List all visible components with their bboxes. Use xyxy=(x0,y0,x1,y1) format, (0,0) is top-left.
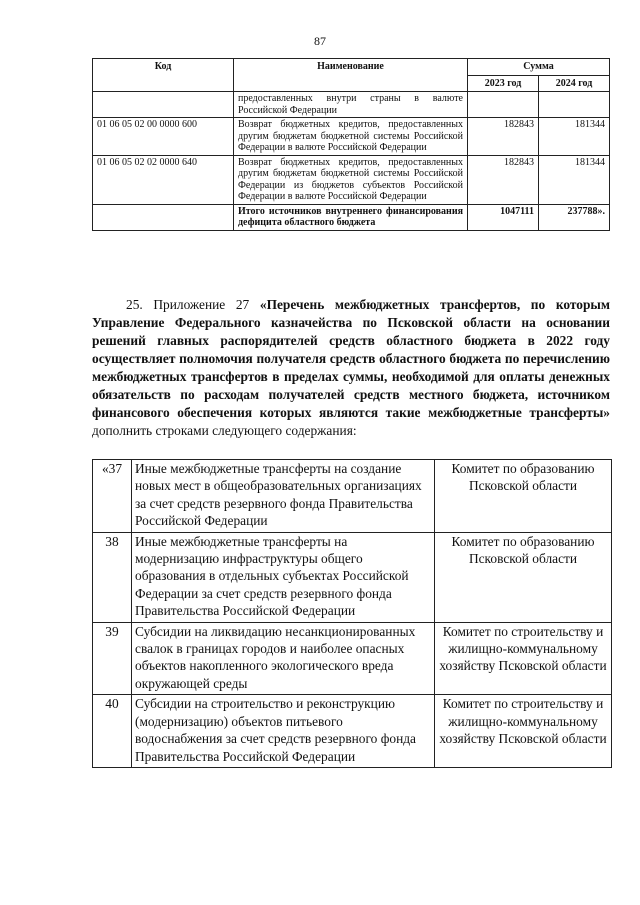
row-name: Итого источников внутреннего финансирования дефицита областного бюджета xyxy=(234,204,468,230)
table-row xyxy=(93,118,610,156)
table-row xyxy=(93,460,612,533)
transfers-table xyxy=(92,459,612,768)
table-row xyxy=(93,532,612,622)
row-name: Субсидии на ликвидацию несанкционированных свалок в границах городов и наиболее опасных объектов накопленного экологического вреда окружающей среды xyxy=(132,622,435,695)
row-number: «37 xyxy=(93,460,132,533)
table-row xyxy=(93,622,612,695)
row-name: Иные межбюджетные трансферты на создание новых мест в общеобразовательных организациях за счет средств резервного фонда Правительства Российской Федерации xyxy=(132,460,435,533)
amendment-paragraph xyxy=(92,296,610,440)
row-number: 38 xyxy=(93,532,132,622)
row-value-2023: 1047111 xyxy=(468,204,539,230)
header-sum: Сумма xyxy=(468,59,610,76)
row-value-2024: 181344 xyxy=(539,118,610,156)
row-name: Субсидии на строительство и реконструкцию (модернизацию) объектов питьевого водоснабжения за счет средств резервного фонда Правительства Российской Федерации xyxy=(132,695,435,768)
table-total-row xyxy=(93,204,610,230)
header-year-2023: 2023 год xyxy=(468,75,539,92)
table-row xyxy=(93,92,610,118)
row-name: Возврат бюджетных кредитов, предоставленных другим бюджетам бюджетной системы Российской Федерации из бюджетов субъектов Российской Федерации в валюте Российской Федерации xyxy=(234,155,468,204)
row-value-2024: 237788». xyxy=(539,204,610,230)
row-number: 39 xyxy=(93,622,132,695)
row-code xyxy=(93,92,234,118)
row-code: 01 06 05 02 02 0000 640 xyxy=(93,155,234,204)
table-row xyxy=(93,155,610,204)
row-name: Иные межбюджетные трансферты на модернизацию инфраструктуры общего образования в отдельных субъектах Российской Федерации за счет средств резервного фонда Правительства Российской Федерации xyxy=(132,532,435,622)
row-organization: Комитет по образованию Псковской области xyxy=(435,460,612,533)
row-value-2023: 182843 xyxy=(468,155,539,204)
paragraph-tail: дополнить строками следующего содержания: xyxy=(92,423,357,438)
row-value-2024 xyxy=(539,92,610,118)
sources-table xyxy=(92,58,610,231)
row-code: 01 06 05 02 00 0000 600 xyxy=(93,118,234,156)
header-code: Код xyxy=(93,59,234,92)
header-name: Наименование xyxy=(234,59,468,92)
header-year-2024: 2024 год xyxy=(539,75,610,92)
row-organization: Комитет по образованию Псковской области xyxy=(435,532,612,622)
row-value-2023 xyxy=(468,92,539,118)
paragraph-lead: 25. Приложение 27 xyxy=(126,297,260,312)
row-organization: Комитет по строительству и жилищно-коммунальному хозяйству Псковской области xyxy=(435,695,612,768)
row-value-2023: 182843 xyxy=(468,118,539,156)
paragraph-bold-title: «Перечень межбюджетных трансфертов, по которым Управление Федерального казначейства по Псковской области на основании решений главных распорядителей средств областного бюджета в 2022 году осуществляет полномочия получателя средств областного бюджета по перечислению межбюджетных трансфертов в пределах суммы, необходимой для оплаты денежных обязательств по расходам получателей средств местного бюджета, источником финансового обеспечения которых являются такие межбюджетные трансферты» xyxy=(92,297,610,420)
row-name: Возврат бюджетных кредитов, предоставленных другим бюджетам бюджетной системы Российской Федерации в валюте Российской Федерации xyxy=(234,118,468,156)
table-row xyxy=(93,695,612,768)
row-value-2024: 181344 xyxy=(539,155,610,204)
page-number: 87 xyxy=(314,34,326,48)
table-header-row xyxy=(93,59,610,76)
row-number: 40 xyxy=(93,695,132,768)
row-code xyxy=(93,204,234,230)
row-organization: Комитет по строительству и жилищно-коммунальному хозяйству Псковской области xyxy=(435,622,612,695)
row-name: предоставленных внутри страны в валюте Российской Федерации xyxy=(234,92,468,118)
